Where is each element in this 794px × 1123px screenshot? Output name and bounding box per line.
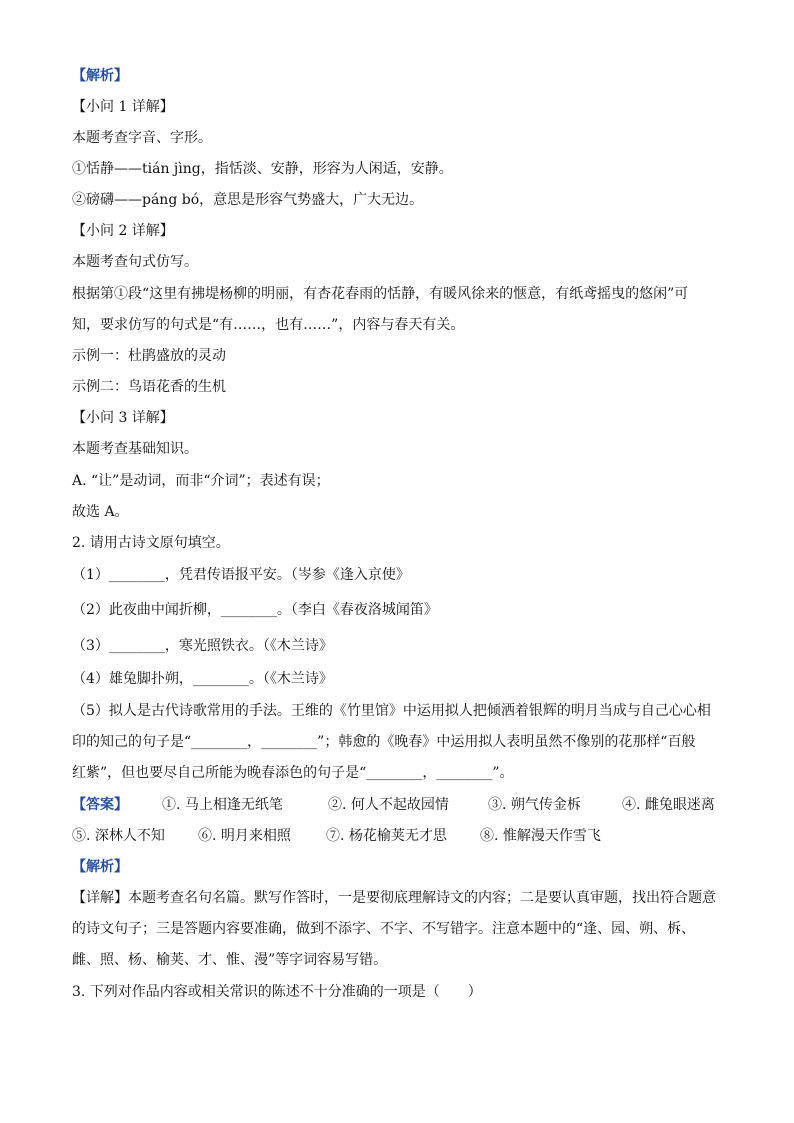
question-2-item-4: （4）雄兔脚扑朔，________。（《木兰诗》 xyxy=(72,671,333,687)
text-line: ②磅礴——páng bó，意思是形容气势盛大，广大无边。 xyxy=(72,192,424,208)
text-line: 故选 A。 xyxy=(72,504,129,520)
answer-item: ⑧. 惟解漫天作雪飞 xyxy=(480,828,601,844)
text-line: 本题考查基础知识。 xyxy=(72,441,198,457)
answer-item: ④. 雌兔眼迷离 xyxy=(622,797,715,813)
answer-item: ⑦. 杨花榆荚无才思 xyxy=(326,828,447,844)
text-line: 知，要求仿写的句式是“有……，也有……”，内容与春天有关。 xyxy=(72,317,465,333)
text-line: 根据第①段“这里有拂堤杨柳的明丽，有杏花春雨的恬静，有暖风徐来的惬意，有纸鸢摇曳的悠闲”可 xyxy=(72,286,689,302)
detail-line: 【详解】本题考查名句名篇。默写作答时，一是要彻底理解诗文的内容；二是要认真审题，找出符合题意 xyxy=(72,890,716,906)
subquestion-2-heading: 【小问 2 详解】 xyxy=(72,223,174,239)
subquestion-1-heading: 【小问 1 详解】 xyxy=(72,99,174,115)
detail-line: 的诗文句子；三是答题内容要准确，做到不添字、不字、不写错字。注意本题中的“逢、园、朔、柝、 xyxy=(72,921,696,937)
text-line: 示例二：鸟语花香的生机 xyxy=(72,379,226,395)
analysis-heading: 【解析】 xyxy=(72,68,128,84)
answer-item: ⑤. 深林人不知 xyxy=(72,828,165,844)
answer-item: ⑥. 明月来相照 xyxy=(198,828,291,844)
answer-heading: 【答案】 xyxy=(72,797,128,813)
text-line: 印的知己的句子是“________，________”；韩愈的《晚春》中运用拟人表明虽然不像别的花那样“百般 xyxy=(72,734,696,750)
text-line: 示例一：杜鹃盛放的灵动 xyxy=(72,348,226,364)
text-line: A. “让”是动词，而非“介词”；表述有误； xyxy=(72,473,330,489)
answer-item: ②. 何人不起故园情 xyxy=(328,797,449,813)
text-line: 红紫”，但也要尽自己所能为晚春添色的句子是“________，________”。 xyxy=(72,765,514,781)
text-line: 本题考查句式仿写。 xyxy=(72,254,198,270)
text-line: 本题考查字音、字形。 xyxy=(72,130,212,146)
question-2-title: 2. 请用古诗文原句填空。 xyxy=(72,535,230,551)
subquestion-3-heading: 【小问 3 详解】 xyxy=(72,410,174,426)
text-line: ①恬静——tián jìng，指恬淡、安静，形容为人闲适，安静。 xyxy=(72,161,453,177)
question-3-title: 3. 下列对作品内容或相关常识的陈述不十分准确的一项是（ ） xyxy=(72,984,482,1000)
question-2-item-3: （3）________，寒光照铁衣。（《木兰诗》 xyxy=(72,638,333,654)
question-2-item-2: （2）此夜曲中闻折柳，________。（李白《春夜洛城闻笛》 xyxy=(72,602,438,618)
detail-line: 雌、照、杨、榆荚、才、惟、漫”等字词容易写错。 xyxy=(72,952,388,968)
answer-item: ①. 马上相逢无纸笔 xyxy=(162,797,283,813)
answer-item: ③. 朔气传金柝 xyxy=(488,797,581,813)
question-2-item-1: （1）________，凭君传语报平安。（岑参《逢入京使》 xyxy=(72,567,410,583)
question-2-item-5: （5）拟人是古代诗歌常用的手法。王维的《竹里馆》中运用拟人把倾洒着银辉的明月当成与自己心心相 xyxy=(72,703,711,719)
analysis-heading-2: 【解析】 xyxy=(72,859,128,875)
